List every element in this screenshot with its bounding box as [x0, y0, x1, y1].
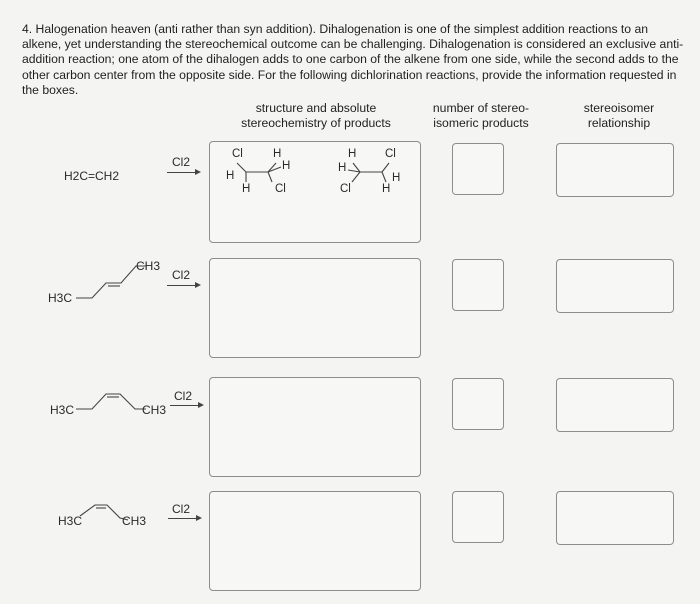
p2-h-top-left: H — [348, 148, 357, 160]
p1-cl-bottom-right: Cl — [275, 183, 286, 195]
reaction-arrow-2 — [167, 285, 199, 286]
reaction-arrow-3 — [170, 405, 202, 406]
reactant-3-skeleton — [76, 394, 146, 409]
header-structure: structure and absolute stereochemistry of products — [241, 101, 391, 130]
p2-h-bottom-right: H — [382, 183, 391, 195]
p2-h-right: H — [392, 172, 401, 184]
reactant-4-skeleton — [80, 505, 128, 520]
reactant-1-formula: H2C=CH2 — [64, 169, 120, 183]
p2-h-left: H — [338, 162, 347, 174]
product-1-bonds — [237, 163, 281, 182]
reaction-arrow-4 — [168, 518, 200, 519]
reaction-arrow-1 — [167, 172, 199, 173]
reactant-2-methyl-right: CH3 — [136, 259, 161, 273]
p1-h-top-right: H — [273, 148, 282, 160]
reagent-2: Cl2 — [172, 268, 191, 282]
reagent-4: Cl2 — [172, 502, 191, 516]
reactant-4-methyl-right: CH3 — [122, 514, 147, 528]
reactant-4-methyl-left: H3C — [58, 514, 83, 528]
p1-h-right: H — [282, 160, 291, 172]
product-2-bonds — [348, 163, 389, 182]
header-stereoisomer-relationship: stereoisomer relationship — [583, 101, 655, 130]
reactant-3-methyl-right: CH3 — [142, 403, 167, 417]
p1-h-bottom-left: H — [242, 183, 251, 195]
question-text: 4. Halogenation heaven (anti rather than syn addition). Dihalogenation is one of the simplest addition reactions to an alkene, yet understanding the stereochemical outcome can be challenging. Dihalogenation is considered an exclusive anti-addition reaction; one atom of the dihalogen adds to one carbon of the alkene from one side, while the second adds to the other carbon center from the opposite side. For the following dichlorination reactions, provide the information requested in the boxes. — [22, 22, 684, 97]
header-number-stereoisomers: number of stereo-isomeric products — [432, 101, 530, 130]
reagent-1: Cl2 — [172, 155, 191, 169]
p2-cl-bottom-left: Cl — [340, 183, 351, 195]
p1-h-left: H — [226, 170, 235, 182]
reactant-3-methyl-left: H3C — [50, 403, 75, 417]
p2-cl-top-right: Cl — [385, 148, 396, 160]
reactant-2-methyl-left: H3C — [48, 291, 73, 305]
p1-cl-top-left: Cl — [232, 148, 243, 160]
reagent-3: Cl2 — [174, 389, 193, 403]
